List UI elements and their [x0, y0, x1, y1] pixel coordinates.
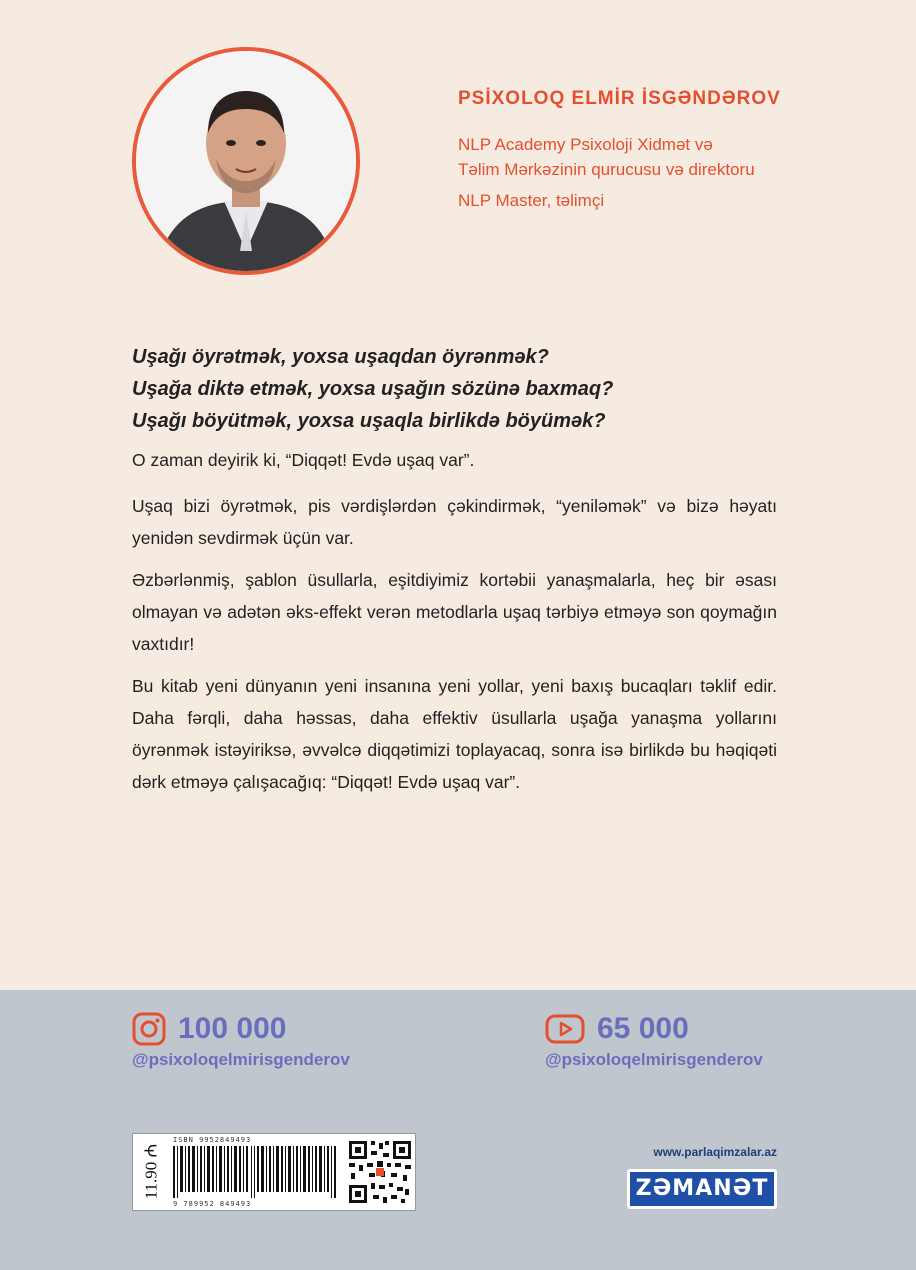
publisher-logo: ZƏMANƏT — [627, 1169, 777, 1209]
youtube-icon — [545, 1012, 585, 1046]
author-info — [458, 88, 878, 213]
qr-code-icon[interactable] — [347, 1139, 413, 1205]
author-portrait — [132, 47, 360, 275]
author-role-1: NLP Academy Psixoloji Xidmət və — [458, 135, 713, 154]
questions-block — [132, 341, 777, 437]
paragraph-4: Bu kitab yeni dünyanın yeni insanına yeni yollar, yeni baxış bucaqları təklif edir. Daha fərqli, daha həssas, daha effektiv üsullarla uşağa yanaşma yollarını öyrənmək istəyiriksə, əvvəlcə diqqətimizi toplayacaq, sonra isə birlikdə bu həqiqəti dərk etməyə çalışacağıq: “Diqqət! Evdə uşaq var”. — [132, 676, 777, 792]
question-2: Uşağa diktə etmək, yoxsa uşağın sözünə baxmaq? — [132, 378, 614, 400]
isbn-bottom-text: 9 789952 849493 — [173, 1200, 252, 1208]
author-name: PSİXOLOQ ELMİR İSGƏNDƏROV — [458, 88, 781, 109]
isbn-top-text: ISBN 9952849493 — [173, 1136, 252, 1144]
question-3: Uşağı böyütmək, yoxsa uşaqla birlikdə böyümək? — [132, 410, 606, 432]
youtube-handle[interactable]: @psixoloqelmirisgenderov — [545, 1050, 763, 1069]
instagram-icon — [132, 1012, 166, 1046]
blurb-body — [132, 444, 777, 808]
paragraph-2: Uşaq bizi öyrətmək, pis vərdişlərdən çəkindirmək, “yeniləmək” və bizə həyatı yenidən sevdirmək üçün var. — [132, 496, 777, 548]
instagram-block — [132, 1012, 350, 1070]
instagram-count: 100 000 — [178, 1012, 287, 1045]
paragraph-1: O zaman deyirik ki, “Diqqət! Evdə uşaq var”. — [132, 450, 475, 470]
instagram-handle[interactable]: @psixoloqelmirisgenderov — [132, 1050, 350, 1069]
barcode-icon — [173, 1146, 338, 1198]
author-role-3: NLP Master, təlimçi — [458, 191, 605, 210]
person-photo-icon — [136, 51, 356, 271]
publisher-website[interactable]: www.parlaqimzalar.az — [653, 1145, 777, 1159]
youtube-count: 65 000 — [597, 1012, 689, 1045]
youtube-block — [545, 1012, 763, 1070]
author-role-2: Təlim Mərkəzinin qurucusu və direktoru — [458, 160, 755, 179]
question-1: Uşağı öyrətmək, yoxsa uşaqdan öyrənmək? — [132, 346, 549, 368]
paragraph-3: Əzbərlənmiş, şablon üsullarla, eşitdiyimiz kortəbii yanaşmalarla, heç bir əsası olmayan və adətən əks-effekt verən metodlarla uşaq tərbiyə etməyə son qoymağın vaxtıdır! — [132, 570, 777, 654]
barcode-panel — [132, 1133, 416, 1211]
price-label: 11.90 ₼ — [141, 1143, 161, 1200]
